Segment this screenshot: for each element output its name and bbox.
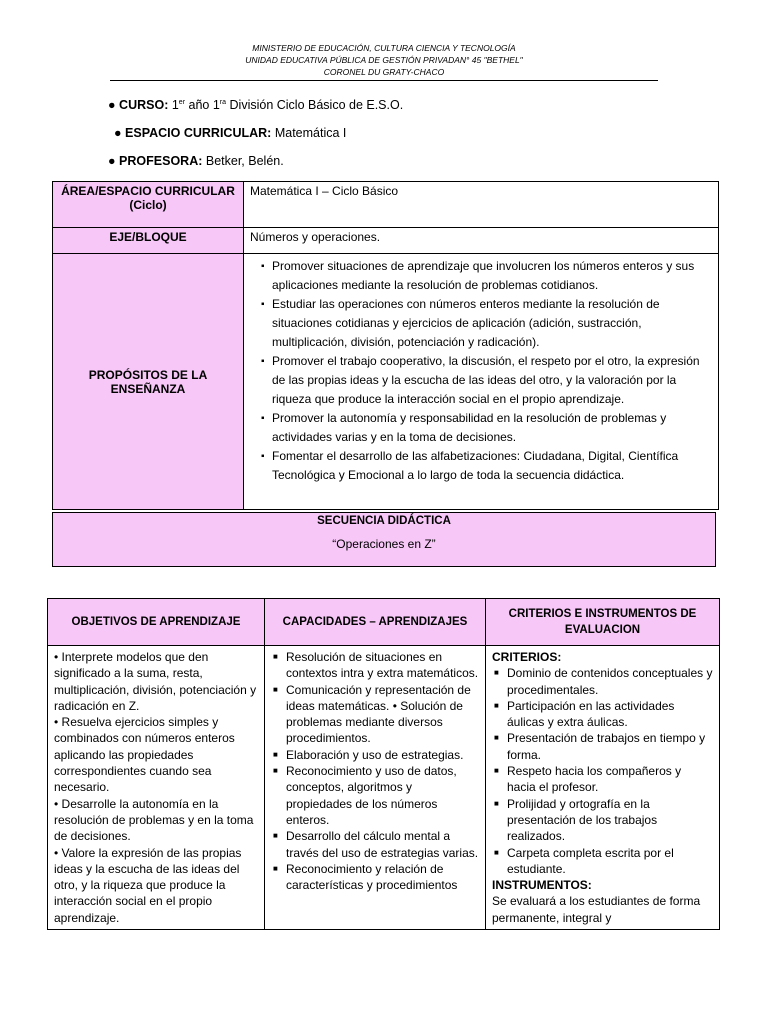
propositos-row: [53, 254, 719, 510]
instrumentos-text: Se evaluará a los estudiantes de forma permanente, integral y: [492, 894, 701, 925]
secuencia-title: SECUENCIA DIDÁCTICA: [317, 515, 451, 527]
list-item: • Desarrolle la autonomía en la resolución de problemas y en la toma de decisiones.: [54, 796, 254, 844]
list-item: ■ Resolución de situaciones en contextos intra y extra matemáticos.: [286, 649, 479, 682]
header-school: UNIDAD EDUCATIVA PÚBLICA DE GESTIÓN PRIVADAN° 45 "BETHEL": [245, 55, 523, 65]
curso-sup1: er: [178, 98, 186, 106]
objetivos-cell: [48, 646, 265, 930]
list-item: ■ Elaboración y uso de estrategias.: [286, 747, 479, 763]
header-city: CORONEL DU GRATY-CHACO: [323, 67, 445, 77]
criterios-cell: [486, 646, 720, 930]
header-ministry: MINISTERIO DE EDUCACIÓN, CULTURA CIENCIA Y TECNOLOGÍA: [252, 43, 516, 53]
eje-value: Números y operaciones.: [244, 228, 719, 254]
propositos-label: PROPÓSITOS DE LA ENSEÑANZA: [53, 254, 244, 510]
list-item: ■ Carpeta completa escrita por el estudiante.: [507, 845, 713, 878]
profesora-value: Betker, Belén.: [205, 154, 284, 168]
info-espacio: [114, 126, 346, 140]
list-item: ■ Reconocimiento y uso de datos, conceptos, algoritmos y propiedades de los números enteros.: [286, 763, 479, 828]
list-item: ■ Comunicación y representación de ideas matemáticas. • Solución de problemas mediante diversos procedimientos.: [286, 682, 479, 747]
list-item: ▪ Fomentar el desarrollo de las alfabetizaciones: Ciudadana, Digital, Científica Tecnológica y Emocional a lo largo de toda la secuencia didáctica.: [272, 447, 712, 485]
objetivos-table: [47, 598, 720, 930]
profesora-label: PROFESORA:: [119, 154, 203, 168]
curso-label: CURSO:: [119, 98, 169, 112]
col-criterios-head: CRITERIOS E INSTRUMENTOS DE EVALUACION: [486, 599, 720, 646]
capacidades-cell: [265, 646, 486, 930]
espacio-label: ESPACIO CURRICULAR:: [125, 126, 272, 140]
criterios-list: [492, 665, 713, 877]
eje-label: EJE/BLOQUE: [53, 228, 244, 254]
secuencia-banner: [52, 512, 716, 567]
curso-rest: División Ciclo Básico de E.S.O.: [229, 98, 404, 112]
criterios-label: CRITERIOS:: [492, 650, 562, 664]
bullet-icon: ●: [108, 98, 116, 112]
list-item: ▪ Promover situaciones de aprendizaje que involucren los números enteros y sus aplicaciones mediante la resolución de problemas cotidianos.: [272, 257, 712, 295]
espacio-value: Matemática I: [274, 126, 347, 140]
list-item: ■ Participación en las actividades áulicas y extra áulicas.: [507, 698, 713, 731]
propositos-list: [250, 257, 712, 485]
secuencia-subtitle: “Operaciones en Z”: [332, 537, 436, 551]
list-item: ▪ Estudiar las operaciones con números enteros mediante la resolución de situaciones cotidianas y ejercicios de aplicación (adición, sustracción, multiplicación, división, potenciación y radicación).: [272, 295, 712, 352]
document-header: [0, 42, 768, 78]
list-item: • Interprete modelos que den significado a la suma, resta, multiplicación, división, potenciación y radicación en Z.: [54, 650, 257, 713]
objetivos-header-row: [48, 599, 720, 646]
list-item: ■ Prolijidad y ortografía en la presentación de los trabajos realizados.: [507, 796, 713, 845]
list-item: • Resuelva ejercicios simples y combinados con números enteros aplicando las propiedades correspondientes cuando sea necesario.: [54, 715, 235, 795]
area-value: Matemática I – Ciclo Básico: [244, 182, 719, 228]
curso-mid: año 1: [188, 98, 220, 112]
list-item: ▪ Promover el trabajo cooperativo, la discusión, el respeto por el otro, la expresión de las propias ideas y la escucha de las ideas del otro, y la valoración por la riqueza que produce la interacción social en el propio aprendizaje.: [272, 352, 712, 409]
area-label: ÁREA/ESPACIO CURRICULAR (Ciclo): [53, 182, 244, 228]
list-item: ■ Respeto hacia los compañeros y hacia el profesor.: [507, 763, 713, 796]
col-objetivos-head: OBJETIVOS DE APRENDIZAJE: [48, 599, 265, 646]
list-item: ▪ Promover la autonomía y responsabilidad en la resolución de problemas y actividades varias y en la toma de decisiones.: [272, 409, 712, 447]
curso-prefix: 1: [171, 98, 179, 112]
info-curso: [108, 98, 403, 112]
propositos-cell: [244, 254, 719, 510]
objetivos-body-row: [48, 646, 720, 930]
bullet-icon: ●: [114, 126, 122, 140]
info-profesora: [108, 154, 284, 168]
list-item: ■ Presentación de trabajos en tiempo y forma.: [507, 730, 713, 763]
bullet-icon: ●: [108, 154, 116, 168]
col-capacidades-head: CAPACIDADES – APRENDIZAJES: [265, 599, 486, 646]
list-item: • Valore la expresión de las propias ideas y la escucha de las ideas del otro, y la riqueza que produce la interacción social en el propio aprendizaje.: [54, 845, 242, 925]
header-divider: [110, 80, 658, 81]
instrumentos-label: INSTRUMENTOS:: [492, 878, 592, 893]
curso-sup2: ra: [219, 98, 227, 106]
area-row: [53, 182, 719, 228]
capacidades-list: [271, 649, 479, 893]
curriculum-table: [52, 181, 719, 510]
list-item: ■ Desarrollo del cálculo mental a través del uso de estrategias varias.: [286, 828, 479, 861]
list-item: ■ Reconocimiento y relación de características y procedimientos: [286, 861, 479, 894]
eje-row: [53, 228, 719, 254]
list-item: ■ Dominio de contenidos conceptuales y procedimentales.: [507, 665, 713, 698]
